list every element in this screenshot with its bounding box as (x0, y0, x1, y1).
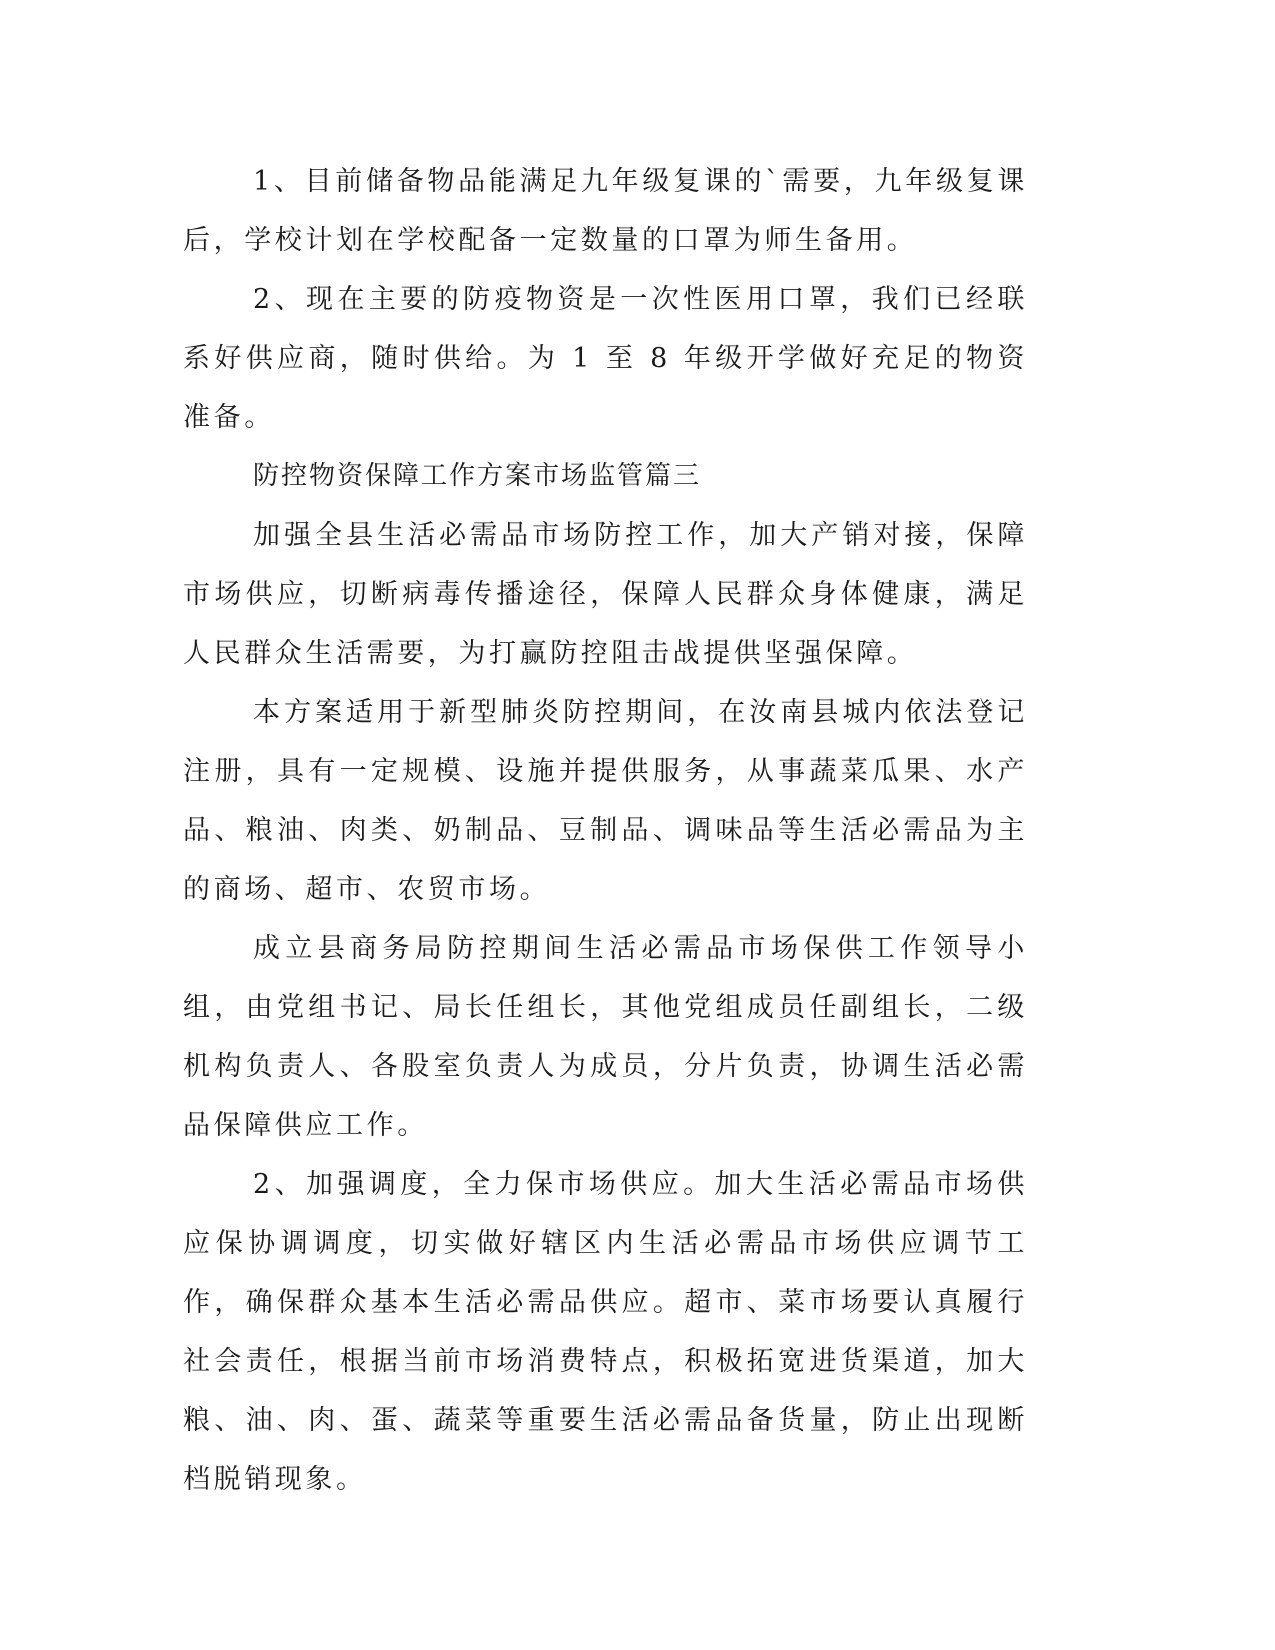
paragraph-scope: 本方案适用于新型肺炎防控期间，在汝南县城内依法登记注册，具有一定规模、设施并提供服务，从事蔬菜瓜果、水产品、粮油、肉类、奶制品、豆制品、调味品等生活必需品为主的商场、超市、农贸市场。 (183, 697, 1028, 905)
document-body (183, 152, 1028, 1509)
paragraph-dispatch: 2、加强调度，全力保市场供应。加大生活必需品市场供应保协调调度，切实做好辖区内生活必需品市场供应调节工作，确保群众基本生活必需品供应。超市、菜市场要认真履行社会责任，根据当前市场消费特点，积极拓宽进货渠道，加大粮、油、肉、蛋、蔬菜等重要生活必需品备货量，防止出现断档脱销现象。 (183, 1169, 1028, 1495)
paragraph-leadership-group: 成立县商务局防控期间生活必需品市场保供工作领导小组，由党组书记、局长任组长，其他党组成员任副组长，二级机构负责人、各股室负责人为成员，分片负责，协调生活必需品保障供应工作。 (183, 933, 1028, 1141)
paragraph-purpose: 加强全县生活必需品市场防控工作，加大产销对接，保障市场供应，切断病毒传播途径，保障人民群众身体健康，满足人民群众生活需要，为打赢防控阻击战提供坚强保障。 (183, 520, 1028, 669)
section-heading: 防控物资保障工作方案市场监管篇三 (253, 461, 702, 491)
paragraph-medical-masks: 2、现在主要的防疫物资是一次性医用口罩，我们已经联系好供应商，随时供给。为 1 至 8 年级开学做好充足的物资准备。 (183, 284, 1028, 433)
paragraph-supply-ninth-grade: 1、目前储备物品能满足九年级复课的`需要，九年级复课后，学校计划在学校配备一定数量的口罩为师生备用。 (183, 166, 1028, 256)
